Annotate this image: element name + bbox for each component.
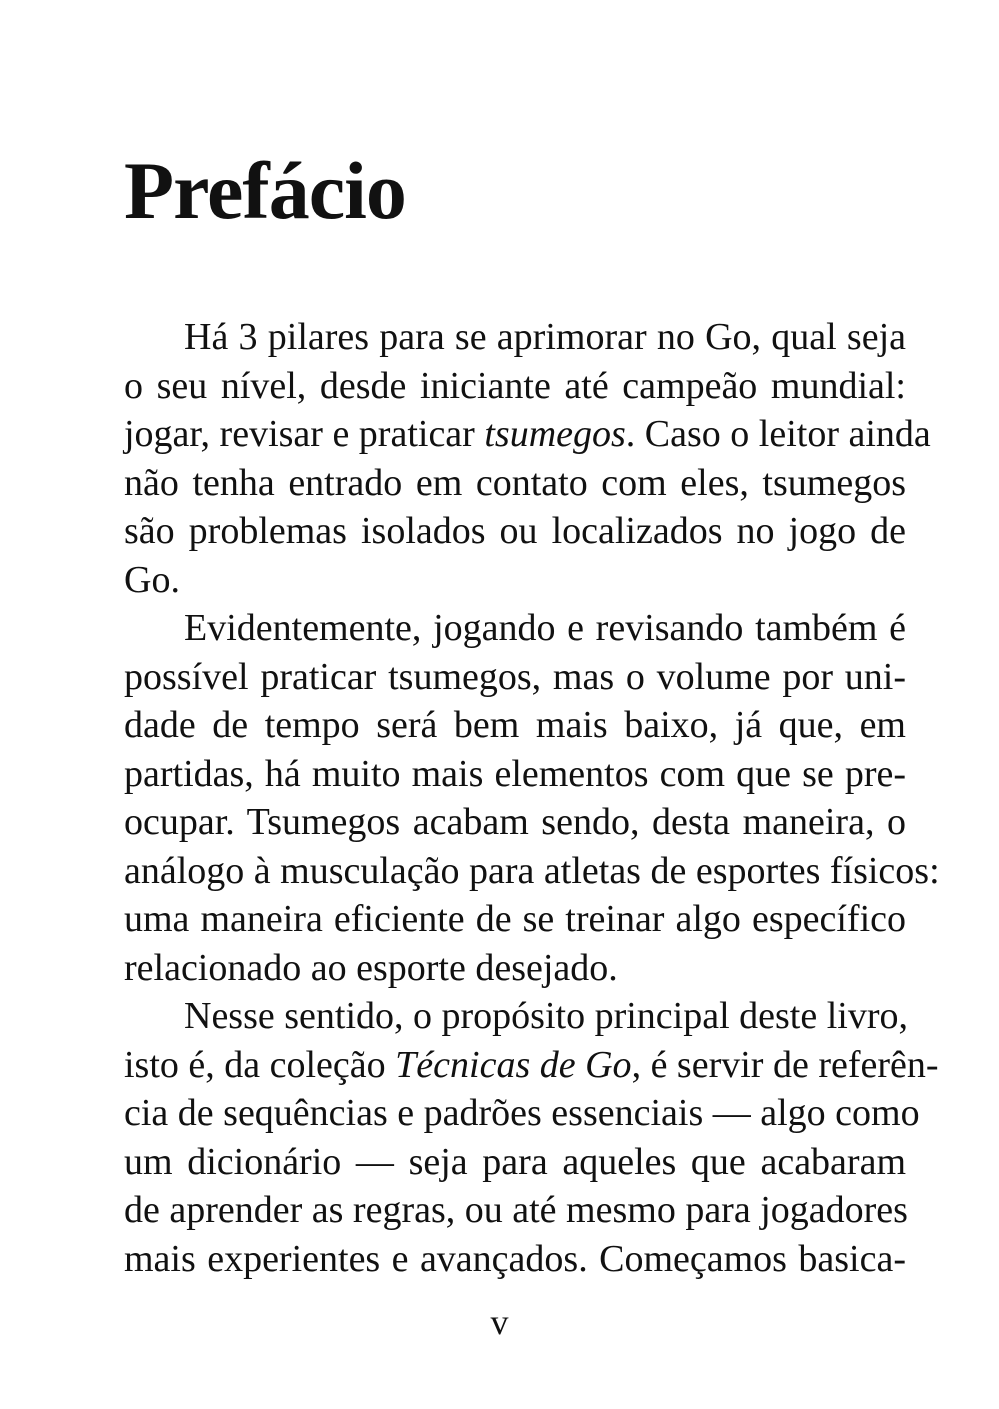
text-line bbox=[124, 1089, 920, 1138]
text-segment: um dicionário — seja para aqueles que acabaram bbox=[124, 1140, 906, 1183]
text-segment: relacionado ao esporte desejado. bbox=[124, 946, 618, 989]
text-line bbox=[124, 944, 906, 993]
text-segment: cia de sequências e padrões essenciais — algo como bbox=[124, 1092, 920, 1134]
text-line bbox=[124, 604, 906, 653]
paragraph bbox=[124, 604, 940, 992]
italic-text: Técnicas de Go bbox=[395, 1043, 632, 1086]
text-line bbox=[124, 1235, 906, 1284]
text-line bbox=[124, 653, 906, 702]
text-segment: Evidentemente, jogando e revisando também é bbox=[184, 607, 906, 649]
text-segment: Nesse sentido, o propósito principal deste livro, bbox=[184, 995, 908, 1037]
paragraph bbox=[124, 992, 939, 1283]
text-segment: uma maneira eficiente de se treinar algo específico bbox=[124, 898, 906, 940]
text-line bbox=[124, 1186, 906, 1235]
page-number: v bbox=[490, 1302, 509, 1342]
text-line bbox=[124, 1041, 939, 1090]
body-text bbox=[124, 313, 940, 1283]
text-line bbox=[124, 992, 906, 1041]
text-segment: dade de tempo será bem mais baixo, já que, em bbox=[124, 704, 906, 746]
text-line bbox=[124, 362, 906, 411]
text-segment: isto é, da coleção bbox=[124, 1043, 396, 1086]
text-segment: Há 3 pilares para se aprimorar no Go, qual seja bbox=[184, 316, 906, 358]
text-line bbox=[124, 798, 906, 847]
paragraph bbox=[124, 313, 931, 604]
text-line bbox=[124, 507, 906, 556]
text-segment: ocupar. Tsumegos acabam sendo, desta maneira, o bbox=[124, 801, 906, 843]
text-segment: Go. bbox=[124, 558, 180, 601]
text-line bbox=[124, 556, 906, 605]
text-line bbox=[124, 701, 906, 750]
text-line bbox=[124, 459, 906, 508]
text-segment: , é servir de referên- bbox=[631, 1043, 939, 1086]
text-segment: são problemas isolados ou localizados no jogo de bbox=[124, 510, 906, 552]
text-line bbox=[124, 410, 931, 459]
text-segment: análogo à musculação para atletas de esportes físicos: bbox=[124, 849, 940, 892]
italic-text: tsumegos bbox=[484, 413, 626, 455]
text-segment: possível praticar tsumegos, mas o volume por uni- bbox=[124, 655, 906, 698]
text-line bbox=[124, 847, 940, 896]
text-segment: . Caso o leitor ainda bbox=[625, 413, 931, 455]
text-segment: jogar, revisar e praticar bbox=[124, 413, 485, 455]
text-line bbox=[124, 895, 906, 944]
text-line bbox=[124, 1138, 906, 1187]
text-line bbox=[124, 313, 906, 362]
text-segment: de aprender as regras, ou até mesmo para jogadores bbox=[124, 1189, 908, 1231]
text-segment: partidas, há muito mais elementos com que se pre- bbox=[124, 752, 906, 795]
text-segment: mais experientes e avançados. Começamos basica- bbox=[124, 1237, 906, 1280]
text-line bbox=[124, 750, 906, 799]
text-segment: não tenha entrado em contato com eles, tsumegos bbox=[124, 461, 906, 504]
chapter-title: Prefácio bbox=[124, 145, 406, 236]
text-segment: o seu nível, desde iniciante até campeão mundial: bbox=[124, 364, 906, 407]
